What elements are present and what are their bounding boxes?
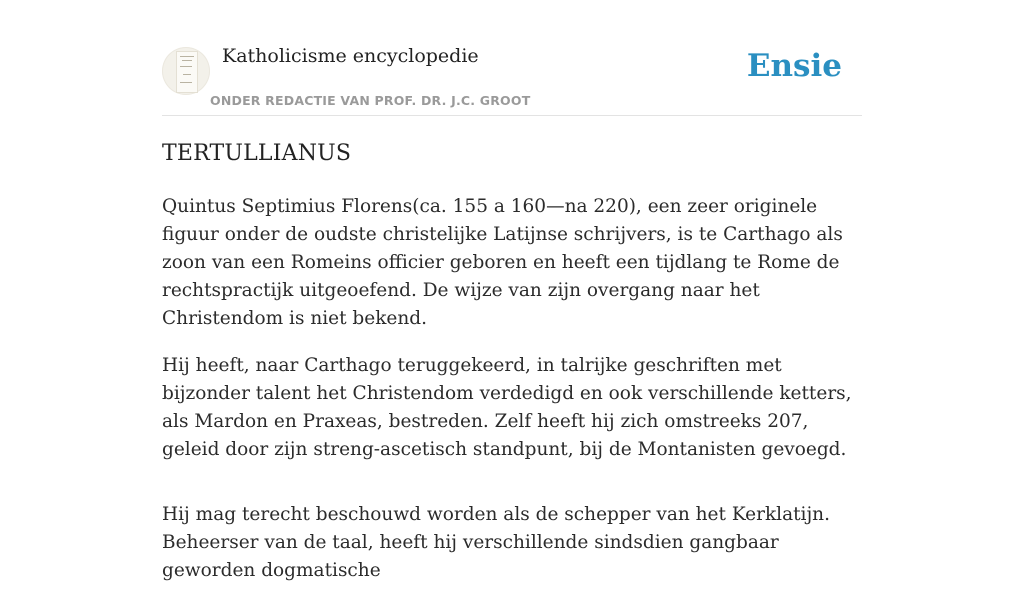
article-paragraph-3: Hij mag terecht beschouwd worden als de schepper van het Kerklatijn. Beheerser van de taal, heeft hij verschillende sindsdien gangbaar geworden dogmatische	[162, 504, 830, 581]
book-title[interactable]: Katholicisme encyclopedie	[222, 45, 479, 67]
article-paragraph-2: Hij heeft, naar Carthago teruggekeerd, in talrijke geschriften met bijzonder talent het Christendom verdedigd en ook verschillende ketters, als Mardon en Praxeas, bestreden. Zelf heeft hij zich omstreeks 207, geleid door zijn streng-ascetisch standpunt, bij de Montanisten gevoegd.	[162, 355, 852, 460]
article	[162, 138, 867, 604]
article-paragraph-1: Quintus Septimius Florens(ca. 155 a 160—na 220), een zeer originele figuur onder de oudste christelijke Latijnse schrijvers, is te Carthago als zoon van een Romeins officier geboren en heeft een tijdlang te Rome de rechtspractijk uitgeoefend. De wijze van zijn overgang naar het Christendom is niet bekend.	[162, 196, 843, 329]
entry-title: TERTULLIANUS	[162, 141, 352, 166]
page-header	[162, 40, 862, 116]
book-cover-thumbnail[interactable]	[162, 47, 210, 95]
ensie-logo-link[interactable]: Ensie	[746, 48, 842, 84]
editor-byline: ONDER REDACTIE VAN PROF. DR. J.C. GROOT	[210, 93, 531, 108]
book-cover-image	[176, 51, 198, 93]
